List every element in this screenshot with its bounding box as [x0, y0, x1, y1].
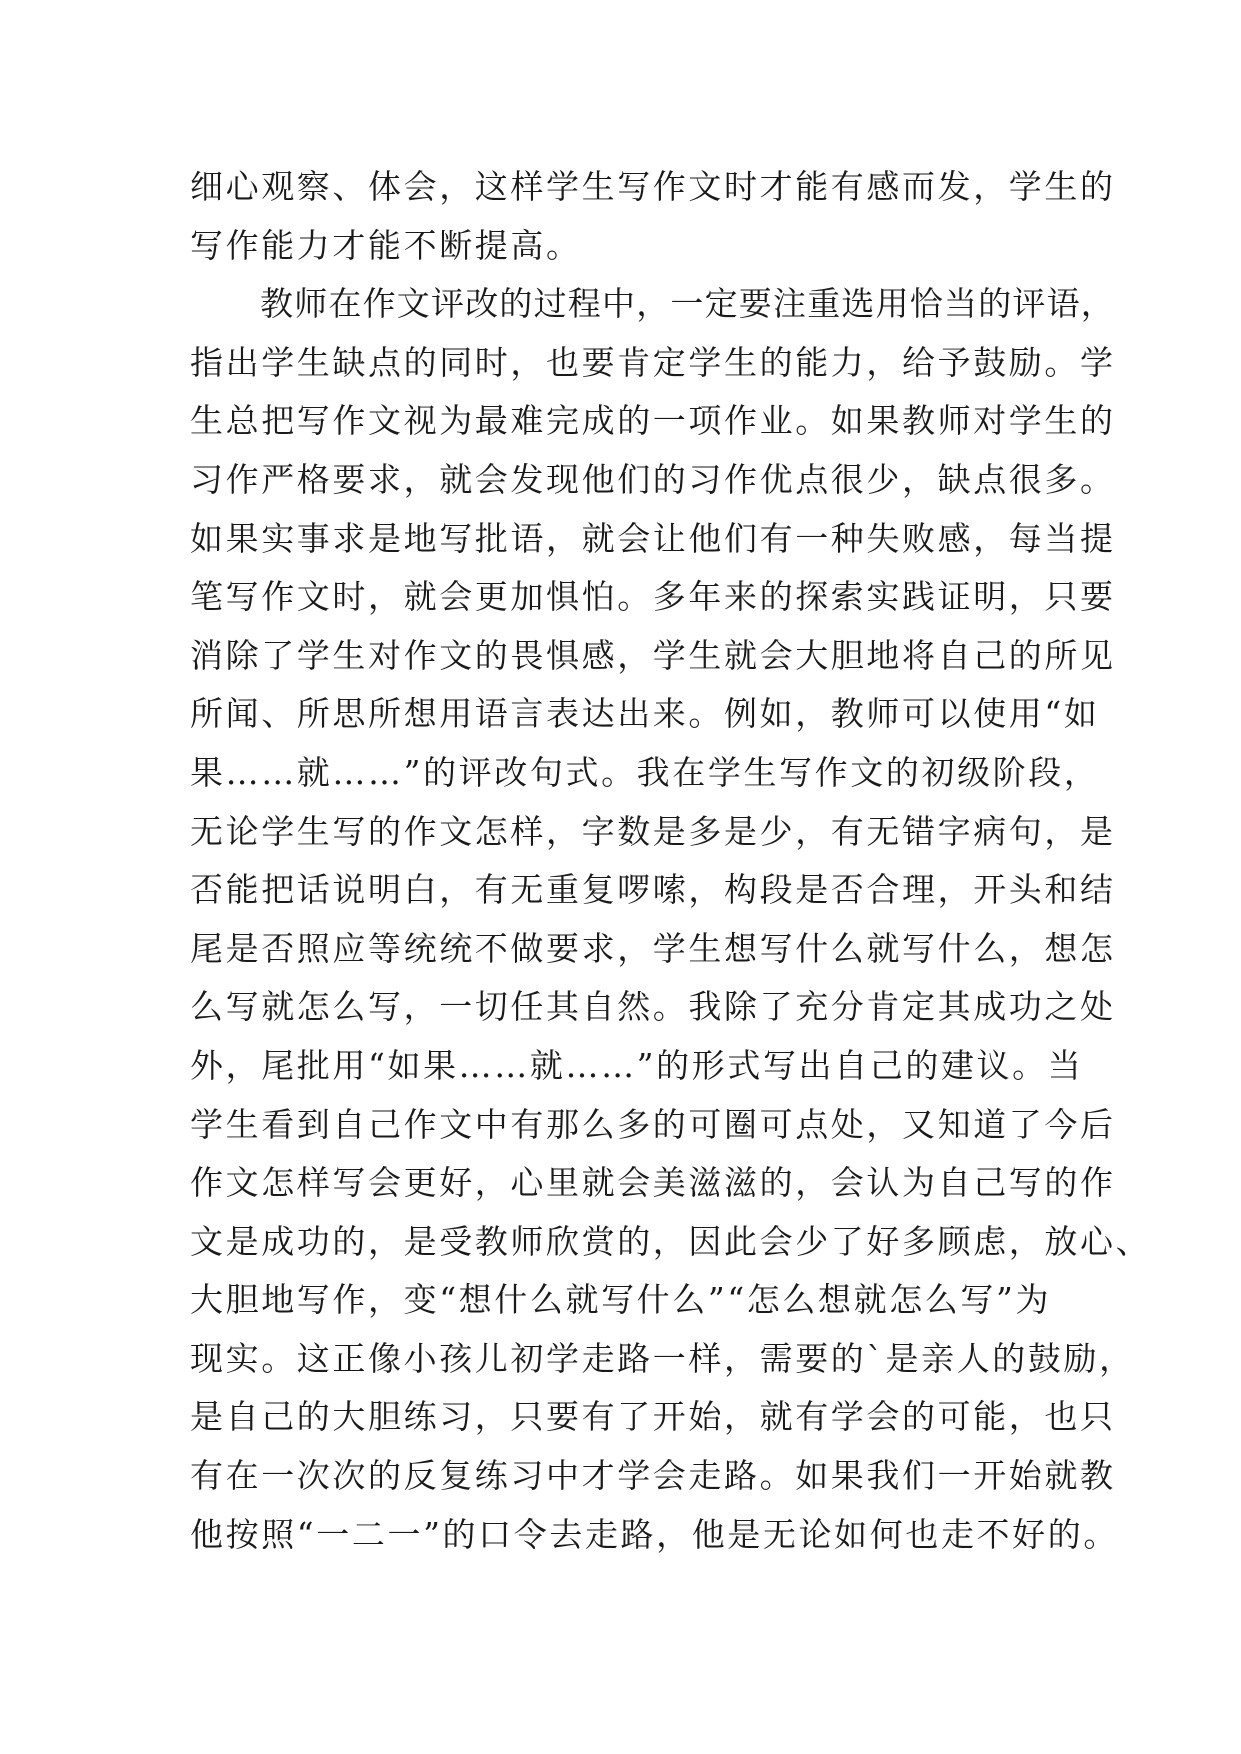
- paragraph-first-line: 教师在作文评改的过程中，一定要注重选用恰当的评语，: [260, 284, 1115, 324]
- text-line: 写作能力才能不断提高。: [190, 225, 582, 265]
- text-line: 外，尾批用“如果……就……”的形式写出自己的建议。当: [190, 1045, 1084, 1085]
- text-line: 所闻、所思所想用语言表达出来。例如，教师可以使用“如: [190, 694, 1100, 734]
- text-line: 指出学生缺点的同时，也要肯定学生的能力，给予鼓励。学: [190, 342, 1116, 382]
- body-text: [190, 158, 1152, 1564]
- text-line: 有在一次次的反复练习中才学会走路。如果我们一开始就教: [190, 1456, 1116, 1496]
- text-line: 作文怎样写会更好，心里就会美滋滋的，会认为自己写的作: [190, 1163, 1116, 1203]
- text-line: 无论学生写的作文怎样，字数是多是少，有无错字病句，是: [190, 811, 1116, 851]
- text-line: 生总把写作文视为最难完成的一项作业。如果教师对学生的: [190, 401, 1116, 441]
- text-line: 果……就……”的评改句式。我在学生写作文的初级阶段，: [190, 752, 1100, 792]
- text-line: 现实。这正像小孩儿初学走路一样，需要的`是亲人的鼓励，: [190, 1338, 1135, 1378]
- text-line: 笔写作文时，就会更加惧怕。多年来的探索实践证明，只要: [190, 577, 1116, 617]
- text-line: 细心观察、体会，这样学生写作文时才能有感而发，学生的: [190, 167, 1116, 206]
- text-line: 他按照“一二一”的口令去走路，他是无论如何也走不好的。: [190, 1514, 1119, 1554]
- text-line: 尾是否照应等统统不做要求，学生想写什么就写什么，想怎: [190, 928, 1116, 968]
- text-line: 如果实事求是地写批语，就会让他们有一种失败感，每当提: [190, 518, 1116, 558]
- text-line: 文是成功的，是受教师欣赏的，因此会少了好多顾虑，放心、: [190, 1221, 1152, 1261]
- text-line: 学生看到自己作文中有那么多的可圈可点处，又知道了今后: [190, 1104, 1116, 1144]
- text-line: 否能把话说明白，有无重复啰嗦，构段是否合理，开头和结: [190, 870, 1116, 910]
- text-line: 消除了学生对作文的畏惧感，学生就会大胆地将自己的所见: [190, 635, 1116, 675]
- text-line: 习作严格要求，就会发现他们的习作优点很少，缺点很多。: [190, 459, 1116, 499]
- text-line: 大胆地写作，变“想什么就写什么”“怎么想就怎么写”为: [190, 1280, 1052, 1320]
- text-line: 是自己的大胆练习，只要有了开始，就有学会的可能，也只: [190, 1397, 1116, 1437]
- text-line: 么写就怎么写，一切任其自然。我除了充分肯定其成功之处: [190, 987, 1116, 1027]
